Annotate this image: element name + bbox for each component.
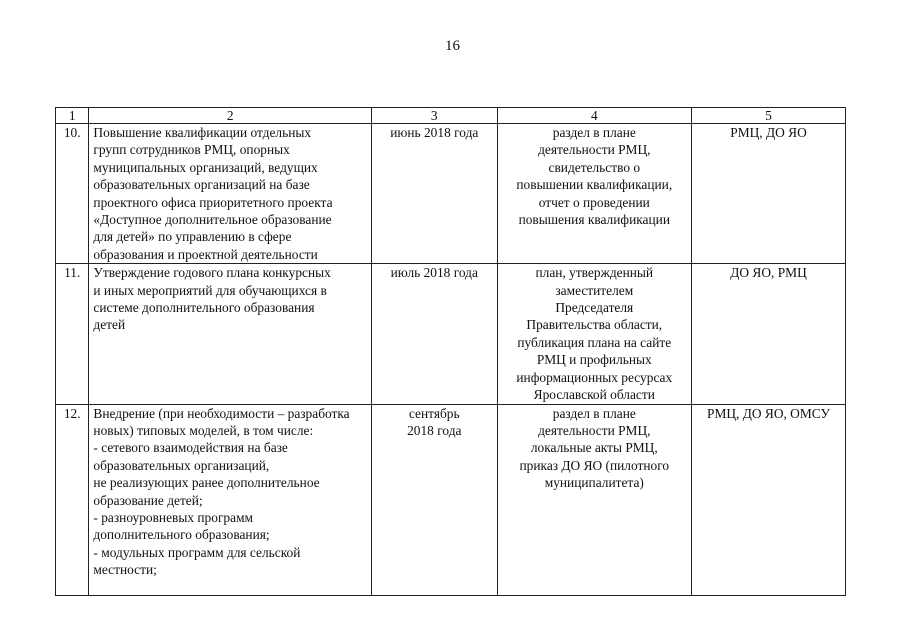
header-col-5: 5 [692,108,846,124]
result-line: раздел в плане [552,125,636,140]
date-cell [371,404,497,595]
result-line: деятельности РМЦ, [538,142,651,158]
header-col-4: 4 [497,108,691,124]
responsible-cell: ДО ЯО, РМЦ [692,264,846,404]
table-row [56,264,846,404]
task-line: проектного офиса приоритетного проекта [93,194,333,210]
date-line: июль 2018 года [390,265,478,281]
task-line: местности; [93,562,157,578]
task-line: и иных мероприятий для обучающихся в [93,282,327,298]
task-line: образования и проектной деятельности [93,246,318,262]
result-line: Ярославской области [533,387,655,403]
task-line: муниципальных организаций, ведущих [93,159,318,175]
task-line: - сетевого взаимодействия на базе [93,440,288,456]
table-header-row [56,108,846,124]
task-line: групп сотрудников РМЦ, опорных [93,142,290,158]
header-col-1: 1 [56,108,89,124]
task-cell [89,404,372,595]
task-line: Повышение квалификации отдельных [93,125,312,140]
header-col-2: 2 [89,108,372,124]
task-line: - разноуровневых программ [93,509,254,525]
date-line: 2018 года [407,422,462,438]
plan-table [55,107,846,596]
result-line: муниципалитета) [544,475,644,491]
task-cell [89,124,372,264]
row-number: 11. [56,264,89,404]
task-line: детей [93,317,126,333]
task-line: для детей» по управлению в сфере [93,229,292,245]
result-cell [497,264,691,404]
task-line: Утверждение годового плана конкурсных [93,265,331,281]
page-number: 16 [445,38,460,54]
result-line: локальные акты РМЦ, [530,440,658,456]
result-line: повышении квалификации, [516,177,673,193]
result-line: Председателя [555,300,634,316]
responsible-cell: РМЦ, ДО ЯО [692,124,846,264]
task-line: «Доступное дополнительное образование [93,212,332,228]
result-line: заместителем [555,282,634,298]
task-line: новых) типовых моделей, в том числе: [93,422,314,438]
result-line: повышения квалификации [518,212,670,228]
result-line: Правительства области, [526,317,663,333]
task-line: дополнительного образования; [93,527,270,543]
task-line: не реализующих ранее дополнительное [93,475,320,491]
result-line: отчет о проведении [538,194,650,210]
task-line: системе дополнительного образования [93,300,315,316]
task-line: образование детей; [93,492,203,508]
result-cell [497,404,691,595]
task-line: образовательных организаций, [93,457,270,473]
task-line: - модульных программ для сельской [93,544,301,560]
result-line: свидетельство о [548,159,641,175]
result-line: деятельности РМЦ, [538,422,651,438]
header-col-3: 3 [371,108,497,124]
date-cell [371,264,497,404]
date-line: сентябрь [408,405,460,421]
result-line: план, утвержденный [535,265,654,281]
task-cell [89,264,372,404]
table-row [56,404,846,595]
result-cell [497,124,691,264]
result-line: РМЦ и профильных [536,352,652,368]
result-line: раздел в плане [552,405,636,421]
task-line: Внедрение (при необходимости – разработка [93,405,350,421]
row-number: 12. [56,404,89,595]
result-line: информационных ресурсах [516,369,673,385]
responsible-cell: РМЦ, ДО ЯО, ОМСУ [692,404,846,595]
task-line: образовательных организаций на базе [93,177,310,193]
table-row [56,124,846,264]
result-line: публикация плана на сайте [517,334,672,350]
row-number: 10. [56,124,89,264]
result-line: приказ ДО ЯО (пилотного [519,457,670,473]
date-line: июнь 2018 года [390,125,479,140]
date-cell [371,124,497,264]
